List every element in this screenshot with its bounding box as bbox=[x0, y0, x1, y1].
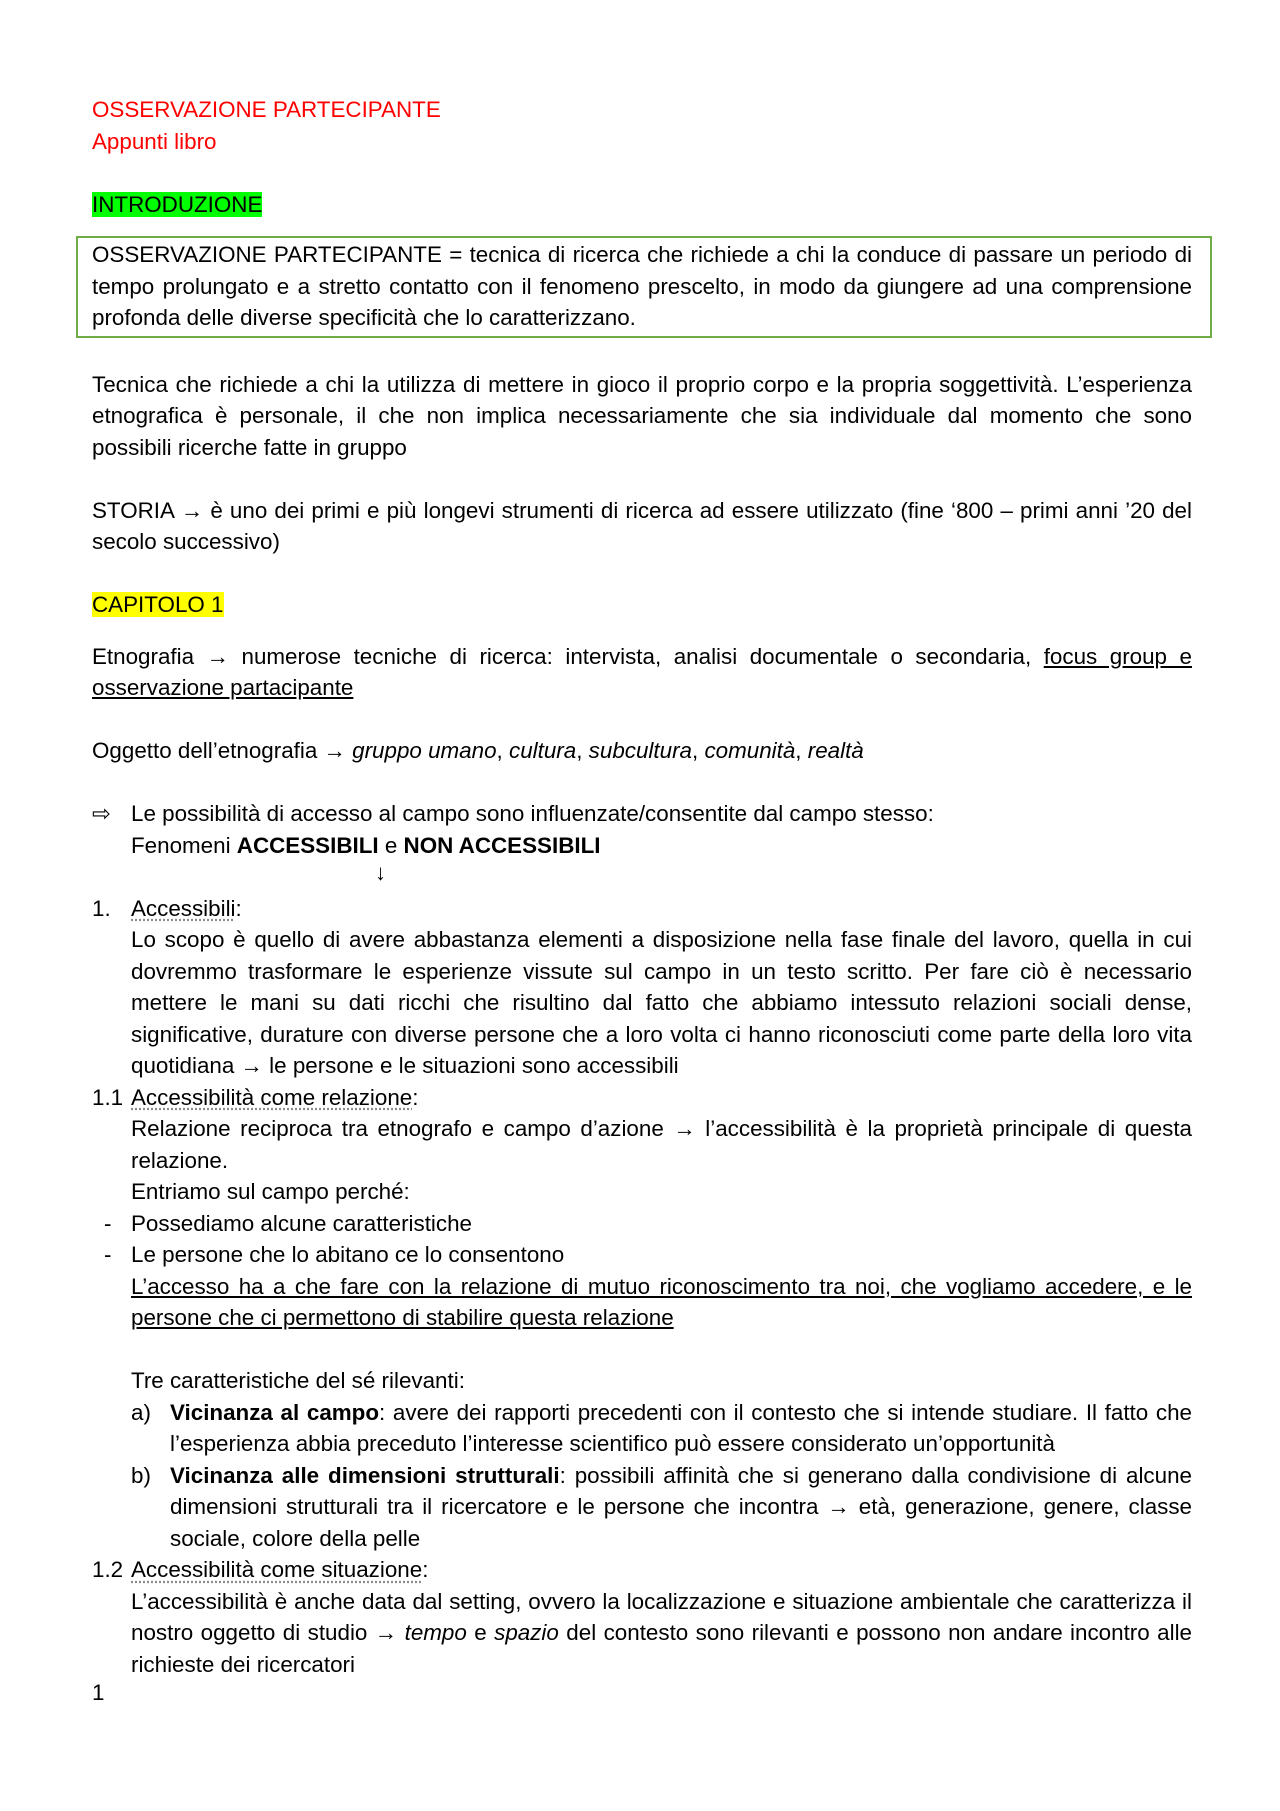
storia-paragraph: STORIA → è uno dei primi e più longevi strumenti di ricerca ad essere utilizzato (fine ‘800 – primi anni ’20 del secolo successivo) bbox=[92, 497, 1192, 554]
document-subtitle: Appunti libro bbox=[92, 128, 217, 154]
section-title: Accessibili bbox=[131, 895, 236, 921]
list-item-b: b) Vicinanza alle dimensioni strutturali: possibili affinità che si generano dalla condivisione di alcune dimensioni strutturali tra il ricercatore e le persone che incontra → età, generazione, genere, classe sociale, colore della pelle bbox=[131, 1462, 1192, 1551]
section-title: Accessibilità come relazione bbox=[131, 1084, 413, 1110]
section-title: Accessibilità come situazione bbox=[131, 1557, 423, 1582]
section-heading-introduzione: INTRODUZIONE bbox=[92, 191, 263, 217]
section-1-2-situazione: 1.2 Accessibilità come situazione: L’accessibilità è anche data dal setting, ovvero la localizzazione e situazione ambientale che caratterizza il nostro oggetto di studio → tempo e spazio del contesto sono rilevanti e possono non andare incontro alle richieste dei ricercatori bbox=[92, 1557, 1192, 1677]
access-list-item: ⇨ Le possibilità di accesso al campo sono influenzate/consentite dal campo stesso: Fenomeni ACCESSIBILI e NON ACCESSIBILI bbox=[92, 798, 1192, 861]
definition-text: OSSERVAZIONE PARTECIPANTE = tecnica di ricerca che richiede a chi la conduce di passare un periodo di tempo prolungato e a stretto contatto con il fenomeno prescelto, in modo da giungere ad una comprensione profonda delle diverse specificità che lo caratterizzano. bbox=[92, 242, 1192, 330]
list-item-a: a) Vicinanza al campo: avere dei rapporti precedenti con il contesto che si intende studiare. Il fatto che l’esperienza abbia preceduto l’interesse scientifico può essere considerato un’opportunità bbox=[131, 1399, 1192, 1456]
section-1-1-relazione: 1.1 Accessibilità come relazione: Relazione reciproca tra etnografo e campo d’azione → l’accessibilità è la proprietà principale di questa relazione. Entriamo sul campo perché: - Possediamo alcune caratteristiche - Le persone che lo abitano ce lo consentono L’accesso ha a che fare con la relazione di mutuo riconoscimento tra noi, che vogliamo accedere, e le persone che ci permettono di stabilire questa relazione Tre caratteristiche del sé rilevanti: bbox=[92, 1084, 1192, 1393]
section-1-accessibili: 1. Accessibili: Lo scopo è quello di avere abbastanza elementi a disposizione nella fase finale del lavoro, quella in cui dovremmo trasformare le esperienze vissute sul campo in un testo scritto. Per fare ciò è necessario mettere le mani su dati ricchi che risultino dal fatto che abbiamo intessuto relazioni sociali dense, significative, durature con diverse persone che a loro volta ci hanno riconosciuti come parte della loro vita quotidiana → le persone e le situazioni sono accessibili bbox=[92, 895, 1192, 1078]
intro-paragraph: Tecnica che richiede a chi la utilizza di mettere in gioco il proprio corpo e la propria soggettività. L’esperienza etnografica è personale, il che non implica necessariamente che sia individuale dal momento che sono possibili ricerche fatte in gruppo bbox=[92, 371, 1192, 460]
oggetto-paragraph: Oggetto dell’etnografia → gruppo umano, cultura, subcultura, comunità, realtà bbox=[92, 738, 864, 763]
arrow-right-icon: ⇨ bbox=[92, 801, 111, 826]
arrow-down-icon: ↓ bbox=[375, 860, 386, 885]
section-heading-capitolo-1: CAPITOLO 1 bbox=[92, 592, 224, 617]
list-item: - Possediamo alcune caratteristiche bbox=[104, 1210, 473, 1236]
definition-box bbox=[76, 236, 1212, 338]
list-item: - Le persone che lo abitano ce lo consentono bbox=[104, 1242, 565, 1267]
etnografia-paragraph: Etnografia → numerose tecniche di ricerca: intervista, analisi documentale o secondaria, focus group e osservazione partacipante bbox=[92, 643, 1192, 700]
document-title: OSSERVAZIONE PARTECIPANTE bbox=[92, 97, 441, 122]
page-number: 1 bbox=[92, 1680, 105, 1705]
document-page bbox=[92, 94, 1192, 1680]
